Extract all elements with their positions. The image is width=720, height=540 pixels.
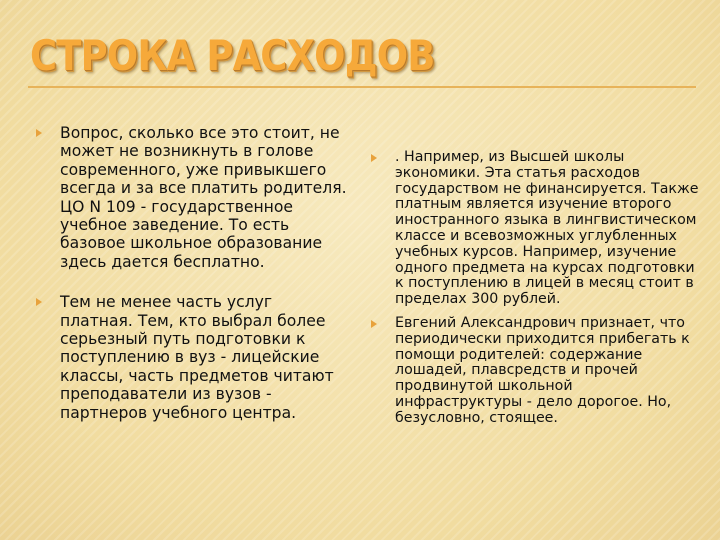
- title-divider: [28, 86, 696, 88]
- bullet-text: . Например, из Высшей школы экономики. Эта статья расходов государством не финансируется. Также платным является изучение второго иностранного языка в лингвистическом классе и всевозможных углубленных учебных курсов. Например, изучение одного предмета на курсах подготовки к поступлению в лицей в месяц стоит в пределах 300 рублей.: [395, 149, 699, 308]
- bullet-item: [36, 124, 348, 271]
- triangle-bullet-icon: [36, 129, 42, 137]
- triangle-bullet-icon: [371, 154, 377, 162]
- bullet-text: Тем не менее часть услуг платная. Тем, кто выбрал более серьезный путь подготовки к поступлению в вуз - лицейские классы, часть предметов читают преподаватели из вузов - партнеров учебного центра.: [60, 293, 334, 422]
- right-column: [371, 150, 701, 435]
- left-column: [36, 124, 348, 444]
- bullet-item: [371, 150, 701, 308]
- bullet-item: [36, 293, 348, 422]
- triangle-bullet-icon: [36, 298, 42, 306]
- bullet-text: Вопрос, сколько все это стоит, не может не возникнуть в голове современного, уже привыкшего всегда и за все платить родителя. ЦО N 109 - государственное учебное заведение. То есть базовое школьное образование здесь дается бесплатно.: [60, 124, 347, 271]
- triangle-bullet-icon: [371, 320, 377, 328]
- bullet-item: [371, 316, 701, 427]
- bullet-text: Евгений Александрович признает, что периодически приходится прибегать к помощи родителей: содержание лошадей, плавсредств и прочей продвинутой школьной инфраструктуры - дело дорогое. Но, безусловно, стоящее.: [395, 314, 690, 426]
- slide-title: СТРОКА РАСХОДОВ: [30, 31, 435, 80]
